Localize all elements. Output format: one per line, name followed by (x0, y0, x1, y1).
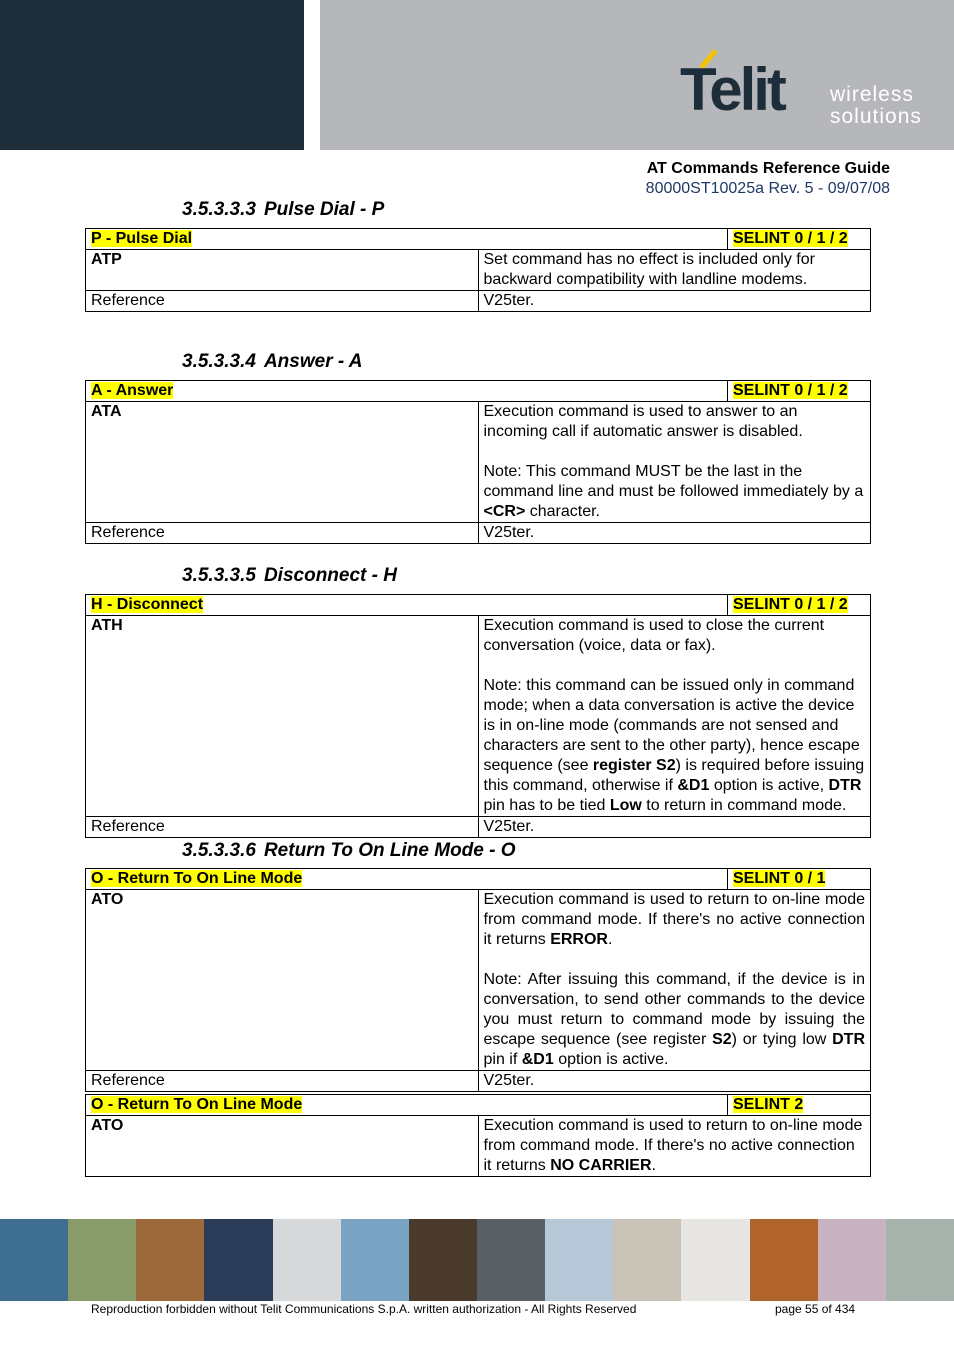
table-header-label: O - Return To On Line Mode (91, 870, 303, 887)
pulse-dial-table (85, 228, 871, 312)
table-header-row (86, 1095, 871, 1116)
document-title: AT Commands Reference Guide (646, 160, 890, 177)
table-row (86, 250, 871, 291)
selint-label: SELINT 0 / 1 / 2 (733, 230, 848, 247)
header-dark-panel (0, 0, 304, 150)
section-title: Answer - A (263, 351, 363, 372)
table-row (86, 817, 871, 838)
table-header-row (86, 381, 871, 402)
description-text: Execution command is used to return to on-line mode from command mode. If there's no active connection it returns NO CARRIER. (483, 1117, 863, 1174)
command-cell: ATO (86, 1116, 479, 1177)
answer-table (85, 380, 871, 544)
description-cell (478, 616, 871, 817)
section-number: 3.5.3.3.4 (182, 351, 256, 372)
document-title-block (646, 159, 890, 199)
section-number: 3.5.3.3.6 (182, 840, 256, 861)
table-header-label: O - Return To On Line Mode (91, 1096, 303, 1113)
footer-photo (613, 1219, 681, 1301)
reference-value: V25ter. (478, 523, 871, 544)
description-cell (478, 402, 871, 523)
command-cell: ATO (86, 890, 479, 1071)
disconnect-table (85, 594, 871, 838)
logo-wordmark: Telit (680, 56, 784, 123)
section-heading-pulse-dial (182, 199, 384, 221)
note-text: Note: this command can be issued only in command mode; when a data conversation is active the device is in on-line mode (commands are not sensed and characters are sent to the other party), hence escape sequence (see register S2) is required before issuing this command, otherwise if &D1 option is active, DTR pin has to be tied Low to return in command mode. (483, 677, 865, 814)
selint-label: SELINT 0 / 1 (733, 870, 826, 887)
table-row (86, 402, 871, 523)
logo-tagline (830, 84, 922, 128)
footer-photo-strip (0, 1219, 954, 1301)
reference-label: Reference (86, 291, 479, 312)
selint-label: SELINT 2 (733, 1096, 804, 1113)
section-title: Return To On Line Mode - O (263, 840, 516, 861)
footer-photo (545, 1219, 613, 1301)
table-row (86, 523, 871, 544)
reference-value: V25ter. (478, 817, 871, 838)
table-header-label: P - Pulse Dial (91, 230, 193, 247)
note-text: Note: This command MUST be the last in the command line and must be followed immediately by a <CR> character. (483, 463, 864, 520)
logo-tagline-line2: solutions (830, 105, 922, 128)
table-header-row (86, 595, 871, 616)
footer-page-number: page 55 of 434 (775, 1302, 856, 1316)
table-row (86, 291, 871, 312)
description-cell (478, 890, 871, 1071)
footer-copyright: Reproduction forbidden without Telit Communications S.p.A. written authorization - All Rights Reserved (91, 1302, 637, 1316)
table-row (86, 1071, 871, 1092)
document-revision: 80000ST10025a Rev. 5 - 09/07/08 (645, 180, 890, 197)
logo-tagline-line1: wireless (830, 83, 914, 106)
table-row (86, 890, 871, 1071)
command-cell: ATP (86, 250, 479, 291)
footer-photo (409, 1219, 477, 1301)
return-online-selint2-table (85, 1094, 871, 1177)
table-header-row (86, 229, 871, 250)
footer-photo (886, 1219, 954, 1301)
table-row (86, 1116, 871, 1177)
section-heading-return-online (182, 840, 516, 862)
description-text: Execution command is used to return to on-line mode from command mode. If there's no active connection it returns ERROR. (483, 891, 865, 948)
footer-photo (204, 1219, 272, 1301)
command-cell: ATA (86, 402, 479, 523)
table-header-label: A - Answer (91, 382, 174, 399)
section-title: Pulse Dial - P (263, 199, 385, 220)
section-title: Disconnect - H (263, 565, 397, 586)
reference-label: Reference (86, 817, 479, 838)
return-online-table (85, 868, 871, 1092)
description-text: Execution command is used to close the current conversation (voice, data or fax). (483, 617, 825, 654)
footer-photo (750, 1219, 818, 1301)
section-number: 3.5.3.3.5 (182, 565, 256, 586)
table-header-label: H - Disconnect (91, 596, 204, 613)
reference-label: Reference (86, 523, 479, 544)
note-text: Note: After issuing this command, if the device is in conversation, to send other commands to the device you must return to command mode by issuing the escape sequence (see register S2) or tying low DTR pin if &D1 option is active. (483, 971, 865, 1068)
description-cell: Set command has no effect is included only for backward compatibility with landline modems. (478, 250, 871, 291)
reference-value: V25ter. (478, 291, 871, 312)
footer-photo (681, 1219, 749, 1301)
footer-photo (818, 1219, 886, 1301)
footer-photo (0, 1219, 68, 1301)
section-heading-disconnect (182, 565, 397, 587)
footer-photo (136, 1219, 204, 1301)
footer-photo (477, 1219, 545, 1301)
command-cell: ATH (86, 616, 479, 817)
reference-label: Reference (86, 1071, 479, 1092)
section-heading-answer (182, 351, 363, 373)
table-row (86, 616, 871, 817)
selint-label: SELINT 0 / 1 / 2 (733, 382, 848, 399)
telit-logo (676, 48, 936, 130)
reference-value: V25ter. (478, 1071, 871, 1092)
section-number: 3.5.3.3.3 (182, 199, 256, 220)
selint-label: SELINT 0 / 1 / 2 (733, 596, 848, 613)
footer-photo (68, 1219, 136, 1301)
footer-photo (341, 1219, 409, 1301)
description-text: Execution command is used to answer to an incoming call if automatic answer is disabled. (483, 403, 803, 440)
description-cell (478, 1116, 871, 1177)
table-header-row (86, 869, 871, 890)
footer-photo (273, 1219, 341, 1301)
